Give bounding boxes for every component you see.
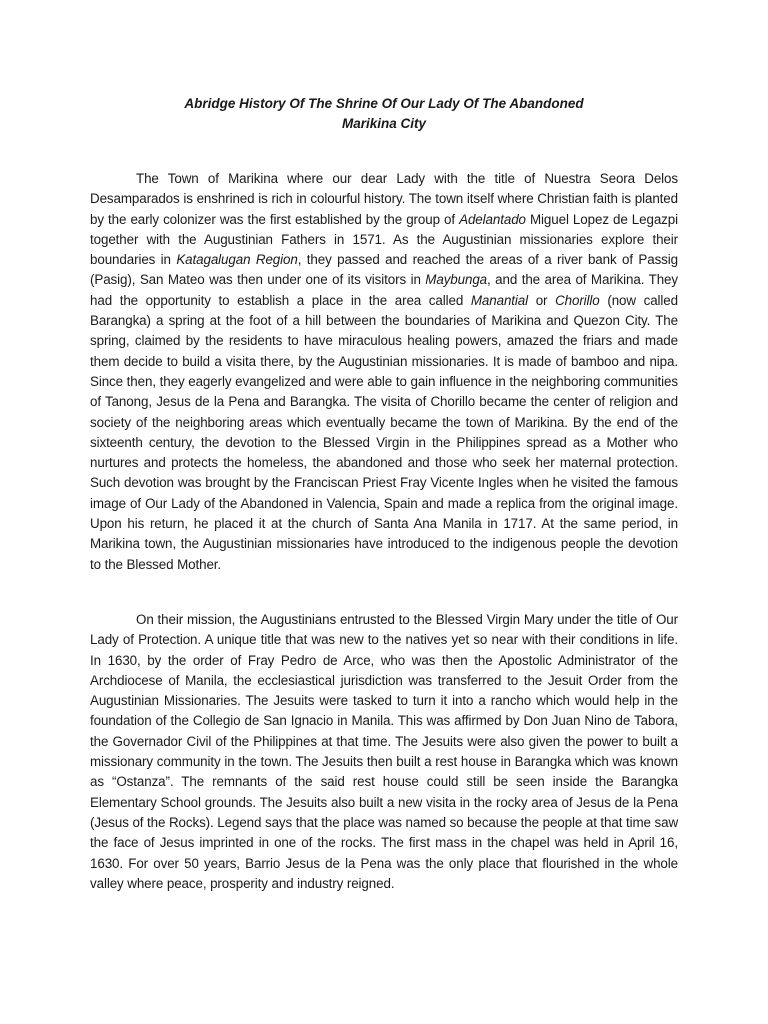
paragraph-1 [90,169,678,575]
paragraph-1-italic-katagalugan: Katagalugan Region [176,252,298,268]
paragraph-1-italic-maybunga: Maybunga [425,272,488,288]
paragraph-1-text-1: The Town of Marikina where our dear Lady with the title of Nuestra Seora Delos Desamparados is enshrined is rich in colourful history. The town itself where Christian faith is planted by the early colonizer was the first established by the group of [90,171,678,227]
paragraph-1-italic-manantial: Manantial [470,292,529,308]
paragraph-2-text: On their mission, the Augustinians entrusted to the Blessed Virgin Mary under the title of Our Lady of Protection. A unique title that was new to the natives yet so near with their conditions in life. In 1630, by the order of Fray Pedro de Arce, who was then the Apostolic Administrator of the Archdiocese of Manila, the ecclesiastical jurisdiction was transferred to the Jesuit Order from the Augustinian Missionaries. The Jesuits were tasked to turn it into a rancho which would help in the foundation of the Collegio de San Ignacio in Manila. This was affirmed by Don Juan Nino de Tabora, the Governador Civil of the Philippines at that time. The Jesuits were also given the power to built a missionary community in the town. The Jesuits then built a rest house in Barangka which was known as “Ostanza”. The remnants of the said rest house could still be seen inside the Barangka Elementary School grounds. The Jesuits also built a new visita in the rocky area of Jesus de la Pena (Jesus of the Rocks). Legend says that the place was named so because the people at that time saw the face of Jesus imprinted in one of the rocks. The first mass in the chapel was held in April 16, 1630. For over 50 years, Barrio Jesus de la Pena was the only place that flourished in the whole valley where peace, prosperity and industry reigned. [90,612,679,891]
paragraph-1-italic-chorillo: Chorillo [555,292,600,308]
document-title [0,94,768,134]
paragraph-2-container [90,610,678,894]
paragraph-1-text-3: , they passed and reached the areas of a river bank of Passig (Pasig), San Mateo was then under one of its visitors in [90,252,679,288]
title-line-1: Abridge History Of The Shrine Of Our Lady Of The Abandoned [184,96,584,111]
paragraph-1-text-2: Miguel Lopez de Legazpi together with the Augustinian Fathers in 1571. As the Augustinian missionaries explore their boundaries in [90,211,678,268]
paragraph-1-text-5: or [528,292,556,308]
paragraph-1-text-6: (now called Barangka) a spring at the foot of a hill between the boundaries of Marikina and Quezon City. The spring, claimed by the residents to have miraculous healing powers, amazed the friars and made them decide to build a visita there, by the Augustinian missionaries. It is made of bamboo and nipa. Since then, they eagerly evangelized and were able to gain influence in the neighboring communities of Tanong, Jesus de la Pena and Barangka. The visita of Chorillo became the center of religion and society of the neighboring areas which eventually became the town of Marikina. By the end of the sixteenth century, the devotion to the Blessed Virgin in the Philippines spread as a Mother who nurtures and protects the homeless, the abandoned and those who seek her maternal protection. Such devotion was brought by the Franciscan Priest Fray Vicente Ingles when he visited the famous image of Our Lady of the Abandoned in Valencia, Spain and made a replica from the original image. Upon his return, he placed it at the church of Santa Ana Manila in 1717. At the same period, in Marikina town, the Augustinian missionaries have introduced to the indigenous people the devotion to the Blessed Mother. [90,292,678,572]
paragraph-2 [90,610,678,894]
paragraph-1-italic-adelantado: Adelantado [459,211,526,227]
paragraph-1-text-4: , and the area of Marikina. They had the opportunity to establish a place in the area called [90,272,678,308]
title-line-2: Marikina City [341,116,427,131]
paragraph-1-container [90,169,678,575]
